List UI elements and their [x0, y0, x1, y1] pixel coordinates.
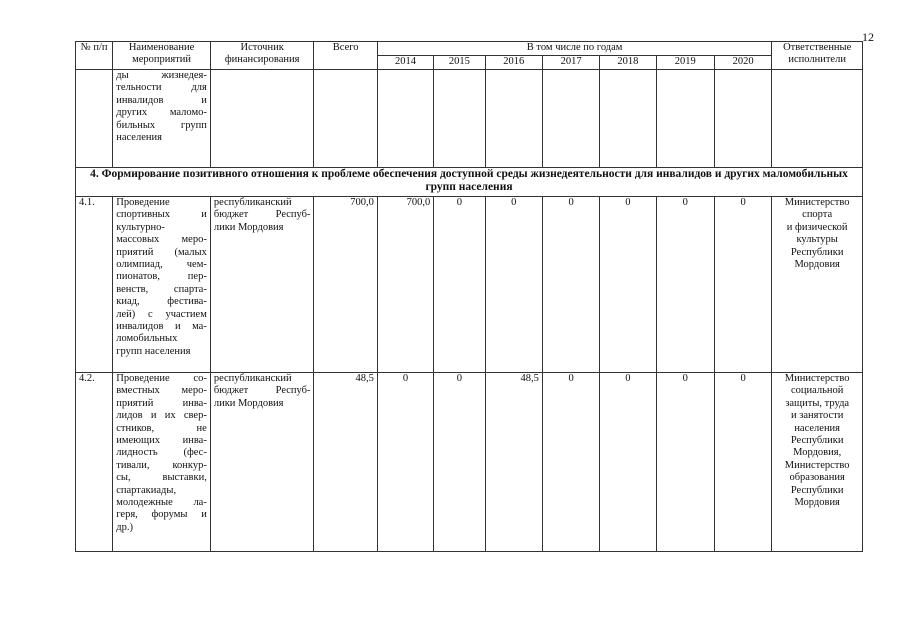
text-line: Республики: [790, 484, 844, 496]
year-header: 2015: [434, 56, 485, 70]
row-num: 4.2.: [76, 373, 113, 552]
year-value: 0: [485, 197, 542, 373]
text-line: лики Мордовия: [213, 397, 284, 409]
table-row: [76, 373, 863, 552]
text-line: вместных меро-: [116, 385, 207, 397]
year-value: 0: [714, 373, 771, 552]
text-line: Министерство: [784, 459, 850, 471]
program-table: [75, 41, 863, 552]
year-header: 2017: [542, 56, 599, 70]
text-line: инвалидов и ма-: [116, 321, 207, 333]
text-line: культурно-: [116, 221, 165, 233]
text-line: Мордовия,: [793, 447, 842, 459]
year-header: 2014: [377, 56, 433, 70]
table-row: [76, 197, 863, 373]
year-value: 0: [377, 373, 433, 552]
row-num: 4.1.: [76, 197, 113, 373]
text-line: олимпиад, чем-: [116, 259, 207, 271]
section-title: 4. Формирование позитивного отношения к проблеме обеспечения доступной среды жизнедеятельности для инвалидов и других маломобильных групп населения: [76, 168, 863, 197]
text-line: защиты, труда: [785, 397, 850, 409]
text-line: Министерство: [784, 373, 850, 384]
row-responsible-cell: [772, 373, 863, 552]
text-line: бюджет Респуб-: [213, 209, 311, 221]
year-value: 48,5: [485, 373, 542, 552]
text-line: Проведение со-: [116, 373, 207, 384]
row-name-cell: [113, 197, 211, 373]
text-line: групп населения: [116, 345, 191, 357]
row-responsible-cell: [772, 197, 863, 373]
text-line: образования: [789, 472, 845, 484]
text-line: Министерство: [784, 197, 850, 208]
year-value: 0: [656, 373, 714, 552]
text-line: приятий (малых: [116, 246, 207, 258]
year-value: 0: [542, 197, 599, 373]
year-header: 2018: [600, 56, 656, 70]
text-line: лидов и их свер-: [116, 410, 207, 422]
text-line: ломобильных: [116, 333, 178, 345]
continued-name-cell: [113, 70, 211, 168]
text-line: лидность (фес-: [116, 447, 207, 459]
header-num: № п/п: [76, 42, 113, 70]
text-line: спартакиады,: [116, 484, 177, 496]
text-line: бюджет Респуб-: [213, 385, 311, 397]
section-row: [76, 168, 863, 197]
text-line: спорта: [802, 209, 833, 221]
text-line: культуры: [796, 234, 838, 246]
year-value: 700,0: [377, 197, 433, 373]
text-line: стников, не: [116, 422, 207, 434]
header-responsible: Ответственные исполнители: [772, 42, 863, 70]
text-line: и занятости: [791, 410, 844, 422]
year-value: 0: [600, 373, 656, 552]
row-name-cell: [113, 373, 211, 552]
table-header-row: [76, 42, 863, 56]
text-line: тивали, конкур-: [116, 459, 207, 471]
text-line: молодежные ла-: [116, 497, 207, 509]
row-total: 48,5: [314, 373, 377, 552]
text-line: населения: [116, 132, 162, 144]
row-source-cell: [210, 373, 314, 552]
header-total: Всего: [314, 42, 377, 70]
year-header: 2016: [485, 56, 542, 70]
text-line: лики Мордовия: [213, 221, 284, 233]
text-line: Республики: [790, 435, 844, 447]
text-line: лей) с участием: [116, 308, 207, 320]
text-line: приятий инва-: [116, 397, 207, 409]
year-value: 0: [714, 197, 771, 373]
text-line: др.): [116, 521, 133, 533]
year-value: 0: [434, 373, 485, 552]
text-line: пионатов, пер-: [116, 271, 207, 283]
year-value: 0: [542, 373, 599, 552]
text-line: Проведение: [116, 197, 170, 208]
text-line: венств, спарта-: [116, 283, 207, 295]
text-line: сы, выставки,: [116, 472, 207, 484]
year-header: 2019: [656, 56, 714, 70]
text-line: социальной: [790, 385, 844, 397]
text-line: ды жизнедея-: [116, 70, 207, 81]
year-header: 2020: [714, 56, 771, 70]
text-line: республиканский: [213, 373, 292, 384]
continued-row: [76, 70, 863, 168]
text-line: других маломо-: [116, 107, 207, 119]
text-line: населения: [794, 422, 841, 434]
row-total: 700,0: [314, 197, 377, 373]
text-line: киад, фестива-: [116, 296, 207, 308]
year-value: 0: [434, 197, 485, 373]
text-line: спортивных и: [116, 209, 207, 221]
year-value: 0: [600, 197, 656, 373]
text-line: тельности для: [116, 82, 207, 94]
row-source-cell: [210, 197, 314, 373]
text-line: массовых меро-: [116, 234, 207, 246]
text-line: бильных групп: [116, 119, 207, 131]
text-line: Республики: [790, 246, 844, 258]
text-line: Мордовия: [794, 259, 840, 271]
text-line: инвалидов и: [116, 94, 207, 106]
year-value: 0: [656, 197, 714, 373]
page-number: 12: [862, 30, 874, 44]
text-line: имеющих инва-: [116, 435, 207, 447]
header-name: Наименование мероприятий: [113, 42, 211, 70]
header-by-years: В том числе по годам: [377, 42, 771, 56]
text-line: Мордовия: [794, 497, 840, 509]
header-source: Источник финансирования: [210, 42, 314, 70]
text-line: геря, форумы и: [116, 509, 207, 521]
text-line: и физической: [786, 221, 848, 233]
text-line: республиканский: [213, 197, 292, 208]
